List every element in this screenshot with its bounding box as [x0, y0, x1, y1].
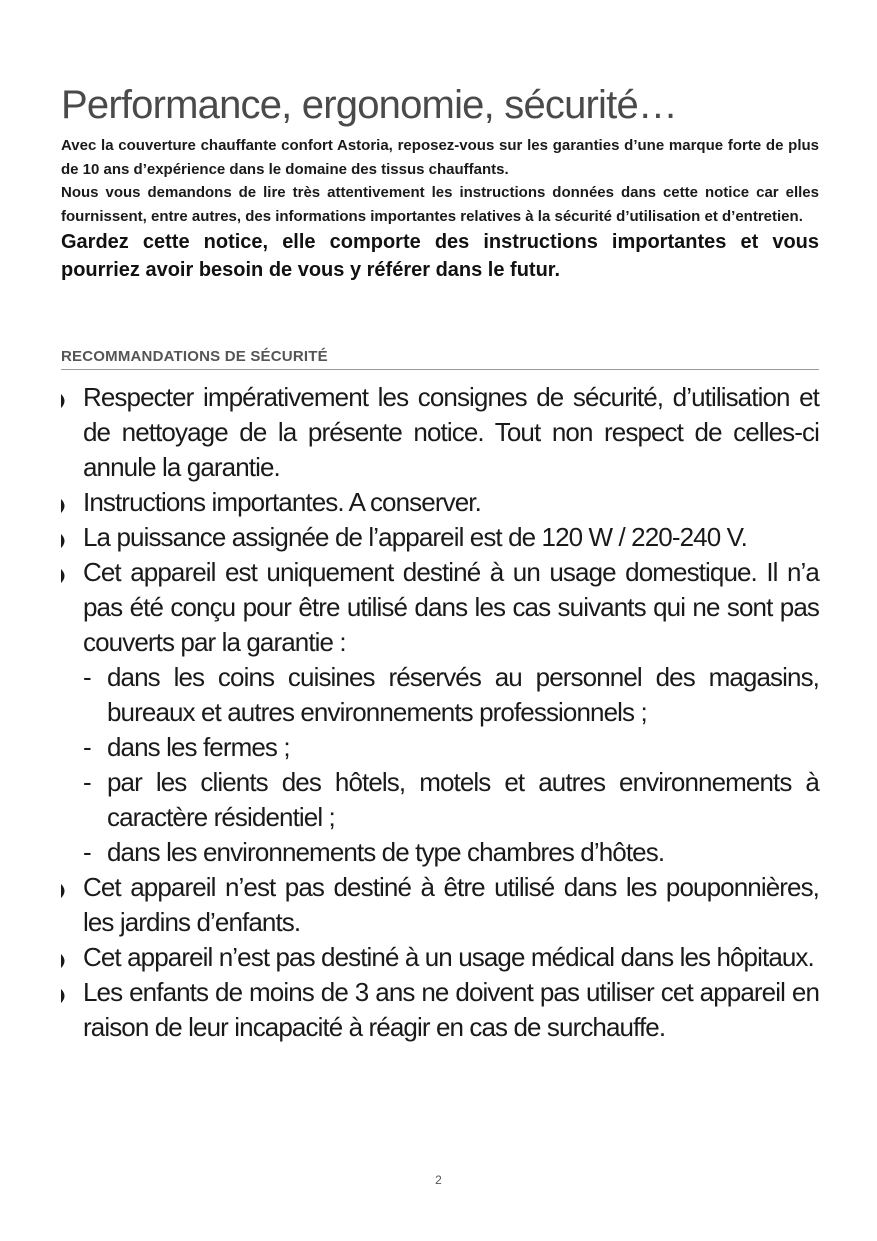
- bullet-icon: [61, 499, 68, 513]
- page-title: Performance, ergonomie, sécurité…: [61, 83, 678, 127]
- list-item-text: La puissance assignée de l’appareil est de 120 W / 220-240 V.: [83, 522, 747, 552]
- sub-list-item-text: par les clients des hôtels, motels et autres environnements à caractère résidentiel ;: [107, 767, 819, 832]
- document-page: [61, 82, 819, 1045]
- sub-list-item: [83, 660, 819, 730]
- dash-marker: -: [83, 767, 91, 797]
- bullet-icon: [61, 569, 68, 583]
- list-item: [61, 870, 819, 940]
- dash-marker: -: [83, 732, 91, 762]
- bullet-icon: [61, 534, 68, 548]
- list-item-text: Les enfants de moins de 3 ans ne doivent pas utiliser cet appareil en raison de leur incapacité à réagir en cas de surchauffe.: [83, 977, 819, 1042]
- list-item: [61, 380, 819, 485]
- bullet-icon: [61, 989, 68, 1003]
- intro-paragraph-1: Avec la couverture chauffante confort Astoria, reposez-vous sur les garanties d’une marque forte de plus de 10 ans d’expérience dans le domaine des tissus chauffants.: [61, 137, 819, 178]
- list-item: [61, 485, 819, 520]
- bullet-icon: [61, 884, 68, 898]
- intro-block: [61, 134, 819, 228]
- list-item: [61, 555, 819, 870]
- dash-marker: -: [83, 837, 91, 867]
- sub-list-item-text: dans les fermes ;: [107, 732, 290, 762]
- section-heading-safety: RECOMMANDATIONS DE SÉCURITÉ: [61, 348, 819, 370]
- sub-list-item: [83, 730, 819, 765]
- sub-list-item-text: dans les coins cuisines réservés au personnel des magasins, bureaux et autres environnements professionnels ;: [107, 662, 819, 727]
- intro-paragraph-2: Nous vous demandons de lire très attentivement les instructions données dans cette notice car elles fournissent, entre autres, des informations importantes relatives à la sécurité d’utilisation et d’entretien.: [61, 184, 819, 225]
- sub-list: [83, 660, 819, 870]
- sub-list-item-text: dans les environnements de type chambres d’hôtes.: [107, 837, 665, 867]
- important-notice: Gardez cette notice, elle comporte des instructions importantes et vous pourriez avoir besoin de vous y référer dans le futur.: [61, 231, 819, 281]
- list-item: [61, 940, 819, 975]
- dash-marker: -: [83, 662, 91, 692]
- bullet-icon: [61, 954, 68, 968]
- list-item-text: Respecter impérativement les consignes de sécurité, d’utilisation et de nettoyage de la présente notice. Tout non respect de celles-ci annule la garantie.: [83, 382, 819, 482]
- safety-list: [61, 380, 819, 1045]
- list-item-text: Cet appareil n’est pas destiné à un usage médical dans les hôpitaux.: [83, 942, 814, 972]
- list-item-text: Cet appareil n’est pas destiné à être utilisé dans les pouponnières, les jardins d’enfants.: [83, 872, 819, 937]
- list-item: [61, 520, 819, 555]
- bullet-icon: [61, 394, 68, 408]
- sub-list-item: [83, 835, 819, 870]
- sub-list-item: [83, 765, 819, 835]
- list-item-text: Cet appareil est uniquement destiné à un usage domestique. Il n’a pas été conçu pour être utilisé dans les cas suivants qui ne sont pas couverts par la garantie :: [83, 557, 819, 657]
- list-item-text: Instructions importantes. A conserver.: [83, 487, 481, 517]
- page-number: 2: [435, 1173, 442, 1187]
- list-item: [61, 975, 819, 1045]
